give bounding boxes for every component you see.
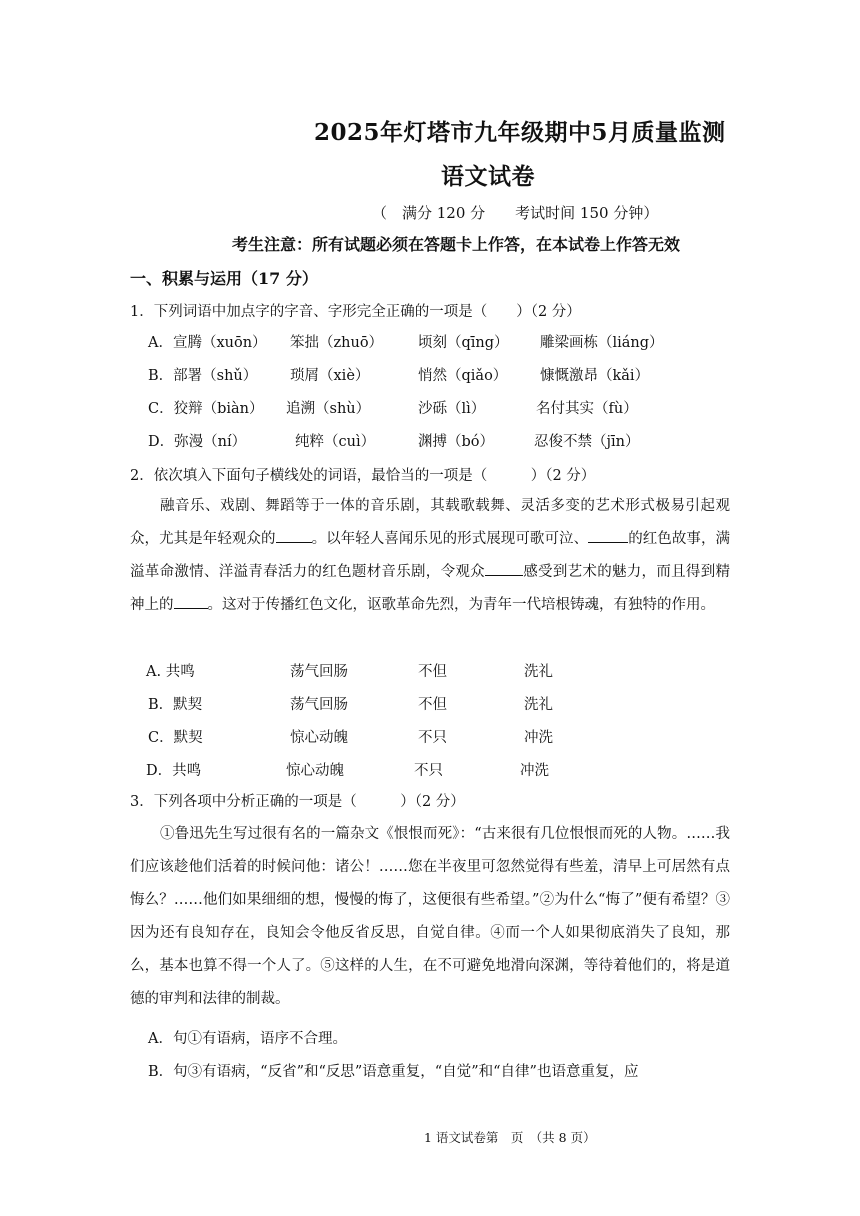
section-heading: 一、积累与运用（17 分） xyxy=(130,269,318,288)
question-2-stem: 2．依次填入下面句子横线处的词语，最恰当的一项是（ ）（2 分） xyxy=(130,468,596,484)
question-3-passage: ①鲁迅先生写过很有名的一篇杂文《恨恨而死》：“古来很有几位恨恨而死的人物。……我们应该趁他们活着的时候问他：诸公！……您在半夜里可忽然觉得有些羞，清早上可居然有点悔么？……他们如果细细的想，慢慢的悔了，这便很有些希望。”②为什么“悔了”便有希望？③因为还有良知存在，良知会令他反省反思，自觉自律。④而一个人如果彻底消失了良知，那么，基本也算不得一个人了。⑤这样的人生，在不可避免地滑向深渊，等待着他们的，将是道德的审判和法律的制裁。 xyxy=(130,826,730,1007)
q1-option-a-3: 顷刻（qīng） xyxy=(418,335,509,351)
question-1-stem: 1．下列词语中加点字的字音、字形完全正确的一项是（ ）（2 分） xyxy=(130,304,581,320)
q2-option-b-1: B．默契 xyxy=(148,697,203,713)
q1-option-c-2: 追溯（shù） xyxy=(286,401,371,417)
fill-blank-2 xyxy=(588,528,628,543)
q1-option-d-4: 忍俊不禁（jīn） xyxy=(534,434,640,450)
q2-option-b-4: 洗礼 xyxy=(524,697,553,713)
q2-option-b-2: 荡气回肠 xyxy=(290,697,348,713)
q1-option-c-1: C．狡辩（biàn） xyxy=(148,401,264,417)
question-3-stem: 3．下列各项中分析正确的一项是（ ）（2 分） xyxy=(130,794,465,810)
q2-option-c-3: 不只 xyxy=(418,730,447,746)
q1-option-a-4: 雕梁画栋（liáng） xyxy=(540,335,664,351)
q2-option-c-4: 冲洗 xyxy=(524,730,553,746)
exam-notice: 考生注意：所有试题必须在答题卡上作答，在本试卷上作答无效 xyxy=(232,235,681,254)
q1-option-d-1: D．弥漫（ní） xyxy=(148,434,247,450)
q2-option-d-1: D．共鸣 xyxy=(146,763,202,779)
q2-option-c-1: C．默契 xyxy=(148,730,203,746)
q2-option-b-3: 不但 xyxy=(418,697,447,713)
q1-option-b-1: B．部署（shǔ） xyxy=(148,368,258,384)
q2-option-a-1: A. 共鸣 xyxy=(146,664,195,680)
q3-option-a: A．句①有语病，语序不合理。 xyxy=(148,1031,347,1047)
fill-blank-3 xyxy=(485,561,523,576)
q2-option-d-4: 冲洗 xyxy=(520,763,549,779)
q2-option-c-2: 惊心动魄 xyxy=(290,730,348,746)
q2-option-d-3: 不只 xyxy=(414,763,443,779)
q2-option-a-3: 不但 xyxy=(418,664,447,680)
exam-subtitle: 语文试卷 xyxy=(441,163,535,190)
q1-option-d-3: 渊搏（bó） xyxy=(418,434,495,450)
q1-option-b-3: 悄然（qiǎo） xyxy=(418,368,508,384)
q1-option-b-2: 琐屑（xiè） xyxy=(290,368,370,384)
fill-blank-1 xyxy=(276,528,312,543)
q1-option-a-2: 笨拙（zhuō） xyxy=(290,335,384,351)
q1-option-c-3: 沙砾（lì） xyxy=(418,401,486,417)
q2-option-a-4: 洗礼 xyxy=(524,664,553,680)
q2-option-a-2: 荡气回肠 xyxy=(290,664,348,680)
q1-option-a-1: A．宣腾（xuōn） xyxy=(148,335,267,351)
question-2-passage: 融音乐、戏剧、舞蹈等于一体的音乐剧，其载歌载舞、灵活多变的艺术形式极易引起观众，尤其是年轻观众的 。以年轻人喜闻乐见的形式展现可歌可泣、 的红色故事，满溢革命激情、洋溢青春活力的红色题材音乐剧，令观众 感受到艺术的魅力，而且得到精神上的 。这对于传播红色文化，讴歌革命先烈，为青年一代培根铸魂，有独特的作用。 xyxy=(130,498,731,613)
q3-option-b: B．句③有语病，“反省”和“反思”语意重复，“自觉”和“自律”也语意重复，应 xyxy=(148,1064,639,1080)
fill-blank-4 xyxy=(174,594,208,609)
q2-option-d-2: 惊心动魄 xyxy=(286,763,344,779)
page-footer: 1 语文试卷第 页 （共 8 页） xyxy=(424,1130,596,1145)
q1-option-c-4: 名付其实（fù） xyxy=(536,401,638,417)
q1-option-b-4: 慷慨激昂（kǎi） xyxy=(540,368,650,384)
exam-title: 2025年灯塔市九年级期中5月质量监测 xyxy=(314,119,726,146)
exam-info: （ 满分 120 分 考试时间 150 分钟） xyxy=(372,204,659,222)
q1-option-d-2: 纯粹（cuì） xyxy=(295,434,376,450)
